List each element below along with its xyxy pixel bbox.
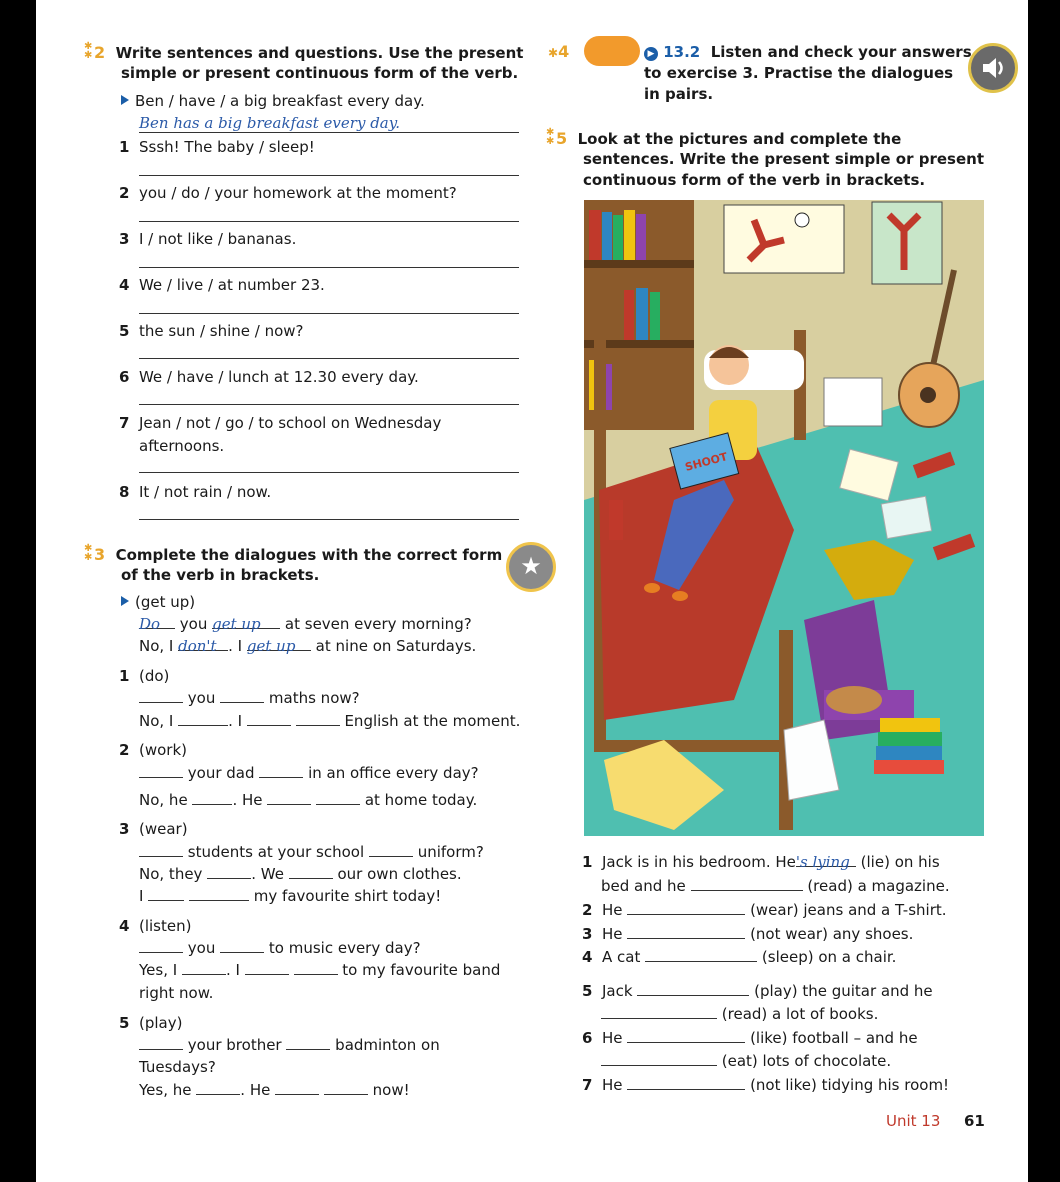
ex2-item-7-cont: afternoons. [139,437,225,455]
blank[interactable] [139,842,183,857]
blank[interactable] [207,864,251,879]
ex3-example-verb: (get up) [121,592,195,612]
arrow-icon [121,596,129,606]
ex5-item-2: 2 He (wear) jeans and a T-shirt. [582,901,947,919]
blank[interactable] [139,688,183,703]
blank[interactable] [369,842,413,857]
unit-label: Unit 13 [886,1112,941,1130]
ex3-item-4-verb: 4 (listen) [119,917,192,935]
blank[interactable] [247,711,291,726]
arrow-icon [121,95,129,105]
blank[interactable] [178,711,228,726]
ex2-item-7: 7 Jean / not / go / to school on Wednesday [119,414,442,432]
answer-line[interactable] [139,519,519,520]
ex3-item-4-response: Yes, I . I to my favourite band [139,961,501,979]
ex3-item-2-question: your dad in an office every day? [139,763,479,783]
blank[interactable] [627,924,745,939]
ex3-item-3-verb: 3 (wear) [119,820,188,838]
ex3-example-response: No, I don't . I get up at nine on Saturdays. [139,637,477,655]
blank[interactable] [324,1080,368,1095]
answer-line[interactable] [139,313,519,314]
ex5-item-5: 5 Jack (play) the guitar and he [582,982,933,1000]
answer-line[interactable] [139,404,519,405]
ex2-item-6: 6 We / have / lunch at 12.30 every day. [119,368,419,386]
ex3-item-1-verb: 1 (do) [119,667,170,685]
blank[interactable] [294,960,338,975]
magazine-title: SHOOT [683,450,729,474]
ex2-example-answer: Ben has a big breakfast every day. [139,114,400,132]
blank[interactable] [192,790,232,805]
ex2-example-prompt: Ben / have / a big breakfast every day. [121,91,425,111]
difficulty-stars-icon: ✱ ✱ [546,127,555,147]
ex2-item-1: 1 Sssh! The baby / sleep! [119,138,315,156]
blank[interactable] [289,864,333,879]
answer-line [139,132,519,133]
ex5-item-1-cont: bed and he (read) a magazine. [601,877,950,895]
ex5-item-4: 4 A cat (sleep) on a chair. [582,948,897,966]
blank[interactable] [139,938,183,953]
ex2-item-5: 5 the sun / shine / now? [119,322,304,340]
ex5-item-3: 3 He (not wear) any shoes. [582,925,914,943]
blank[interactable] [637,981,749,996]
blank[interactable] [601,1051,717,1066]
ex3-item-2-response: No, he . He at home today. [139,791,478,809]
answer-line[interactable] [139,221,519,222]
ex3-item-2-verb: 2 (work) [119,741,187,759]
blank[interactable] [691,876,803,891]
ex5-heading-line3: continuous form of the verb in brackets. [583,171,926,189]
audio-track-icon: ▶ [644,47,658,61]
ex2-heading: ✱ ✱ 2 Write sentences and questions. Use the present [84,41,524,62]
blank[interactable] [267,790,311,805]
answer-line[interactable] [139,267,519,268]
blank[interactable] [316,790,360,805]
bedroom-illustration [584,200,984,836]
ex4-line2: to exercise 3. Practise the dialogues [644,64,954,82]
ex2-item-4: 4 We / live / at number 23. [119,276,325,294]
page-number: 61 [964,1112,985,1130]
ex3-item-3-response2: I my favourite shirt today! [139,887,442,905]
ex5-item-1: 1 Jack is in his bedroom. He's lying (lie) on his [582,853,940,871]
blank[interactable] [601,1004,717,1019]
ex3-item-3-question: students at your school uniform? [139,842,484,862]
ex3-item-5-verb: 5 (play) [119,1014,183,1032]
ex2-heading-line2: simple or present continuous form of the verb. [121,64,519,82]
ex5-item-7: 7 He (not like) tidying his room! [582,1076,950,1094]
ex3-item-4-question: you to music every day? [139,938,421,958]
blank[interactable] [139,1035,183,1050]
ex5-item-5-cont: (read) a lot of books. [601,1004,878,1024]
blank[interactable] [220,938,264,953]
blank[interactable] [182,960,226,975]
speaker-icon[interactable] [968,43,1018,93]
blank[interactable] [259,763,303,778]
ex5-heading: ✱ ✱ 5 Look at the pictures and complete the [546,127,902,148]
ex5-heading-line2: sentences. Write the present simple or present [583,150,984,168]
blank[interactable] [139,763,183,778]
blank[interactable] [245,960,289,975]
blank[interactable] [627,1075,745,1090]
ex2-item-2: 2 you / do / your homework at the moment? [119,184,457,202]
blank[interactable] [645,947,757,962]
ex4-line3: in pairs. [644,85,714,103]
ex3-item-4-response2: right now. [139,984,214,1002]
blank[interactable] [286,1035,330,1050]
ex3-item-5-question2: Tuesdays? [139,1058,216,1076]
blank[interactable] [220,688,264,703]
ex3-example-question: Do you get up at seven every morning? [139,615,472,633]
speech-bubble-icon [584,36,640,66]
difficulty-stars-icon: ✱ ✱ [84,543,93,563]
ex3-item-5-response: Yes, he . He now! [139,1081,410,1099]
ex4-line1: ▶ 13.2 Listen and check your answers [644,42,972,62]
ex5-item-6-cont: (eat) lots of chocolate. [601,1051,891,1071]
ex3-heading: ✱ ✱ 3 Complete the dialogues with the correct form [84,543,503,564]
workbook-page [36,0,1028,1182]
ex3-heading-line2: of the verb in brackets. [121,566,320,584]
ex3-item-1-response: No, I . I English at the moment. [139,712,521,730]
ex5-item-6: 6 He (like) football – and he [582,1029,918,1047]
blank[interactable] [275,1080,319,1095]
star-badge-icon: ★ [506,542,556,592]
answer-line[interactable] [139,472,519,473]
ex3-item-1-question: you maths now? [139,688,360,708]
blank[interactable] [627,900,745,915]
ex3-item-3-response: No, they . We our own clothes. [139,865,462,883]
blank[interactable] [627,1028,745,1043]
ex4-number: ✱4 [548,42,570,61]
difficulty-stars-icon: ✱ ✱ [84,41,93,61]
answer-line[interactable] [139,358,519,359]
blank[interactable] [296,711,340,726]
blank[interactable] [148,886,184,901]
blank[interactable] [189,886,249,901]
ex2-item-8: 8 It / not rain / now. [119,483,272,501]
ex2-item-3: 3 I / not like / bananas. [119,230,297,248]
ex3-item-5-question: your brother badminton on [139,1035,440,1055]
answer-line[interactable] [139,175,519,176]
blank[interactable] [196,1080,240,1095]
